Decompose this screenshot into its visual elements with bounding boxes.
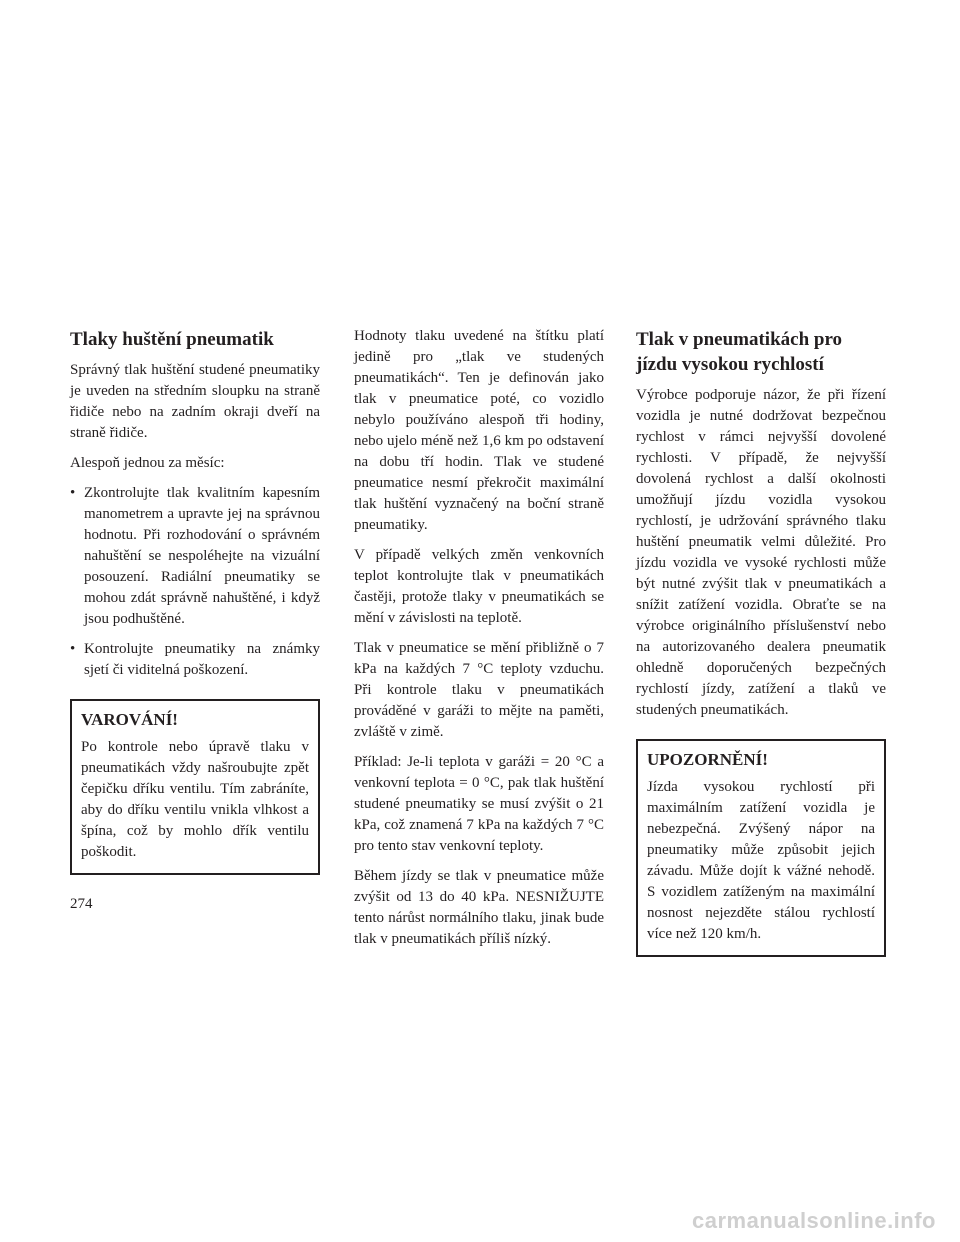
list-item: • Zkontrolujte tlak kvalitním kapesním manometrem a upravte jej na správnou hodnotu. Při rozhodování o správném nahuštění se nespoléhejte na vizuální posouzení. Radiální pneumatiky se mohou zdát správně nahuštěné, i když jsou podhuštěné.	[70, 485, 320, 627]
bullet-icon: •	[70, 641, 76, 657]
warning-title: VAROVÁNÍ!	[81, 710, 178, 729]
caution-box	[636, 739, 886, 957]
column-left	[70, 327, 320, 875]
bullet-list	[70, 483, 320, 681]
column-middle	[354, 326, 604, 959]
paragraph: Alespoň jednou za měsíc:	[70, 455, 225, 471]
column-right	[636, 327, 886, 957]
bullet-icon: •	[70, 485, 76, 501]
caution-title: UPOZORNĚNÍ!	[647, 750, 768, 769]
paragraph: Hodnoty tlaku uvedené na štítku platí jedině pro „tlak ve studených pneumatikách“. Ten je definován jako tlak v pneumatice poté, co vozidlo nebylo používáno alespoň tři hodiny, nebo ujelo méně než 1,6 km po odstavení na dobu tří hodin. Tlak ve studené pneumatice nesmí překročit maximální tlak huštění vyznačený na boční straně pneumatiky.	[354, 328, 604, 533]
paragraph: Během jízdy se tlak v pneumatice může zvýšit od 13 do 40 kPa. NESNIŽUJTE tento nárůst normálního tlaku, jinak bude tlak v pneumatikách příliš nízký.	[354, 868, 604, 947]
paragraph: Správný tlak huštění studené pneumatiky je uveden na středním sloupku na straně řidiče nebo na zadním okraji dveří na straně řidiče.	[70, 362, 320, 441]
paragraph: Tlak v pneumatice se mění přibližně o 7 kPa na každých 7 °C teploty vzduchu. Při kontrole tlaku v pneumatikách prováděné v garáži to mějte na paměti, zvláště v zimě.	[354, 640, 604, 740]
paragraph: Příklad: Je-li teplota v garáži = 20 °C a venkovní teplota = 0 °C, pak tlak huštění studené pneumatiky se musí zvýšit o 21 kPa, což znamená 7 kPa na každých 7 °C pro tento stav venkovní teploty.	[354, 754, 604, 854]
warning-box	[70, 699, 320, 875]
page-number: 274	[70, 896, 93, 912]
section-heading-tire-pressure: Tlaky huštění pneumatik	[70, 329, 274, 350]
section-heading-high-speed: Tlak v pneumatikách pro jízdu vysokou rychlostí	[636, 329, 843, 375]
caution-text: Jízda vysokou rychlostí při maximálním zatížení vozidla je nebezpečná. Zvýšený nápor na pneumatiky může způsobit jejich závadu. Může dojít k vážné nehodě. S vozidlem zatíženým na maximální nosnost nejezděte stálou rychlostí více než 120 km/h.	[647, 779, 875, 942]
list-item: • Kontrolujte pneumatiky na známky sjetí či viditelná poškození.	[70, 641, 320, 678]
paragraph: Výrobce podporuje názor, že při řízení vozidla je nutné dodržovat bezpečnou rychlost v rámci nejvyšší dovolené rychlosti. V případě, že nejvyšší dovolená rychlost a další okolnosti umožňují jízdu vozidla vysokou rychlostí, je udržování správného tlaku huštění pneumatik velmi důležité. Pro jízdu vozidla ve vysoké rychlosti může být nutné zvýšit tlak v pneumatikách a snížit zatížení vozidla. Obraťte se na výrobce originálního příslušenství nebo na autorizovaného dealera pneumatik ohledně doporučených bezpečných rychlostí jízdy, zatížení a tlaků ve studených pneumatikách.	[636, 387, 886, 718]
paragraph: V případě velkých změn venkovních teplot kontrolujte tlak v pneumatikách častěji, protože tlaky v pneumatikách se mění v závislosti na teplotě.	[354, 547, 604, 626]
watermark: carmanualsonline.info	[692, 1208, 936, 1233]
warning-text: Po kontrole nebo úpravě tlaku v pneumatikách vždy našroubujte zpět čepičku dříku ventilu. Tím zabráníte, aby do dříku ventilu vnikla vlhkost a špína, což by mohlo dřík ventilu poškodit.	[81, 739, 309, 860]
